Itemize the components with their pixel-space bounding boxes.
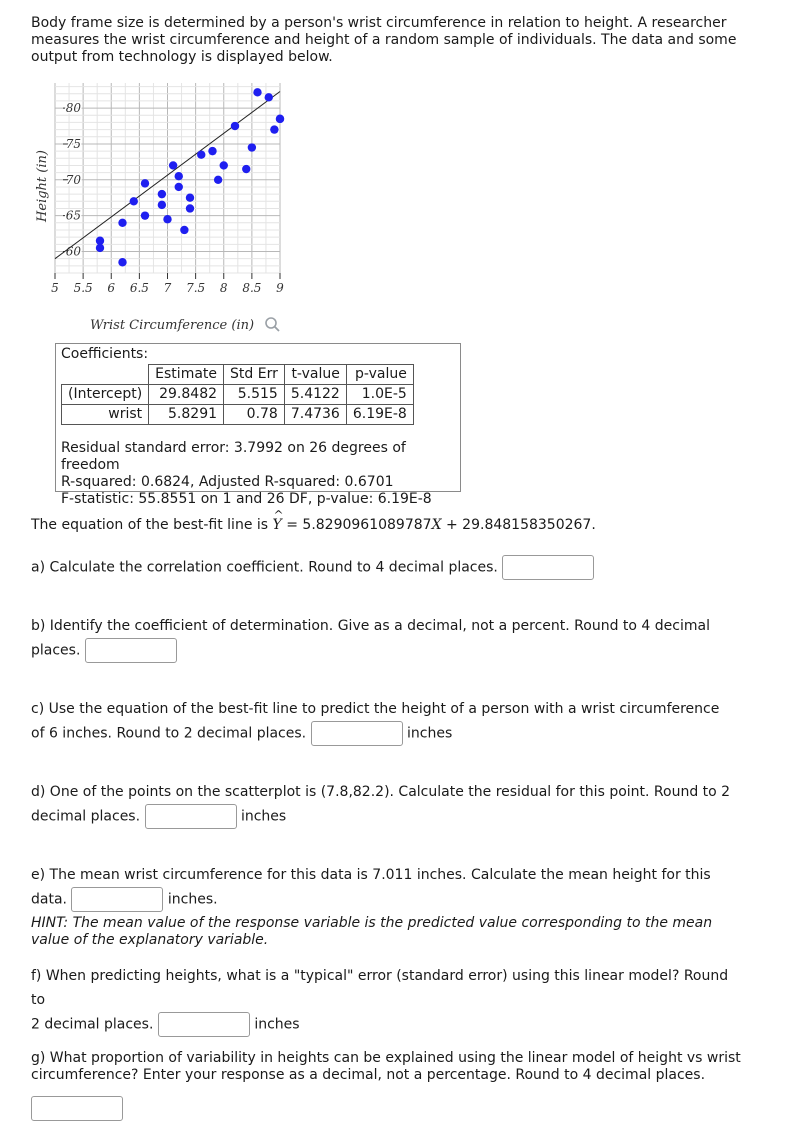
data-point [118, 258, 126, 266]
cell-p-value: 1.0E-5 [346, 385, 413, 405]
question-c-text-2: of 6 inches. Round to 2 decimal places. [31, 725, 307, 742]
question-f-text-2: 2 decimal places. [31, 1016, 154, 1033]
data-point [118, 219, 126, 227]
answer-e-input[interactable] [71, 887, 163, 912]
answer-f-input[interactable] [158, 1012, 250, 1037]
magnifier-icon[interactable] [266, 318, 279, 331]
x-tick-label: 6.5 [129, 281, 149, 295]
data-point [175, 172, 183, 180]
question-g [31, 1050, 741, 1121]
cell-t-value: 5.4122 [284, 385, 346, 405]
question-a [31, 555, 741, 580]
scatterplot [30, 78, 300, 338]
question-d-text-1: d) One of the points on the scatterplot is (7.8,82.2). Calculate the residual for this point. Round to 2 [31, 784, 731, 800]
question-b-text-1: b) Identify the coefficient of determination. Give as a decimal, not a percent. Round to 4 decimal [31, 618, 710, 634]
answer-a-input[interactable] [502, 555, 594, 580]
row-name: (Intercept) [62, 385, 149, 405]
table-row [62, 405, 414, 425]
question-a-text: a) Calculate the correlation coefficient. Round to 4 decimal places. [31, 559, 498, 576]
unit-label: inches [254, 1016, 300, 1033]
x-symbol: X [431, 517, 442, 533]
question-c-text-1: c) Use the equation of the best-fit line to predict the height of a person with a wrist circumference [31, 701, 720, 717]
residual-summary [61, 440, 460, 508]
y-symbol: Y [272, 517, 282, 533]
data-point [242, 165, 250, 173]
question-e-text-2: data. [31, 891, 67, 908]
data-point [265, 93, 273, 101]
y-axis-label: Height (in) [35, 150, 50, 222]
data-point [197, 150, 205, 158]
question-d-text-2: decimal places. [31, 808, 141, 825]
equation-slope: = 5.8290961089787 [281, 517, 432, 533]
data-point [169, 161, 177, 169]
x-axis-label: Wrist Circumference (in) [90, 318, 255, 333]
unit-label: inches. [167, 891, 218, 908]
table-row [62, 385, 414, 405]
r-squared-line: R-squared: 0.6824, Adjusted R-squared: 0.6701 [61, 474, 394, 490]
data-point [186, 194, 194, 202]
x-tick-label: 7 [163, 281, 172, 295]
question-d [31, 780, 741, 829]
question-f [31, 964, 741, 1037]
coefficients-title: Coefficients: [61, 346, 149, 362]
table-corner [62, 365, 149, 385]
x-tick-label: 8.5 [242, 281, 262, 295]
y-tick-label: 65 [65, 208, 81, 223]
data-point [214, 176, 222, 184]
x-tick-label: 9 [276, 281, 284, 295]
data-point [175, 183, 183, 191]
data-point [208, 147, 216, 155]
question-f-text-1: f) When predicting heights, what is a "typical" error (standard error) using this linear model? Round to [31, 968, 729, 1008]
equation-intercept: + 29.848158350267. [441, 517, 596, 533]
question-b [31, 614, 741, 663]
unit-label: inches [240, 808, 287, 825]
cell-t-value: 7.4736 [284, 405, 346, 425]
x-tick-label: 5 [51, 281, 59, 295]
table-header-row [62, 365, 414, 385]
data-point [276, 115, 284, 123]
hint-text: HINT: The mean value of the response variable is the predicted value corresponding to the mean value of the explanatory variable. [31, 915, 713, 948]
cell-std-err: 5.515 [224, 385, 285, 405]
cell-estimate: 5.8291 [149, 405, 224, 425]
f-statistic-line: F-statistic: 55.8551 on 1 and 26 DF, p-value: 6.19E-8 [61, 491, 432, 507]
data-point [270, 125, 278, 133]
intro-text: Body frame size is determined by a person's wrist circumference in relation to height. A researcher measures the wrist circumference and height of a random sample of individuals. The data and some output from technology is displayed below. [31, 15, 737, 65]
regression-output [55, 343, 461, 507]
header-std-err: Std Err [224, 365, 285, 385]
cell-estimate: 29.8482 [149, 385, 224, 405]
x-tick-label: 5.5 [73, 281, 93, 295]
data-point [248, 143, 256, 151]
x-tick-label: 7.5 [186, 281, 206, 295]
row-name: wrist [62, 405, 149, 425]
answer-b-input[interactable] [85, 638, 177, 663]
question-c [31, 697, 741, 746]
data-point [130, 197, 138, 205]
data-point [141, 179, 149, 187]
data-point [158, 201, 166, 209]
x-tick-label: 8 [219, 281, 228, 295]
question-g-text: g) What proportion of variability in heights can be explained using the linear model of height vs wrist circumference? Enter your response as a decimal, not a percentage. Round to 4 decimal places. [31, 1050, 741, 1083]
data-point [253, 88, 261, 96]
header-estimate: Estimate [149, 365, 224, 385]
unit-label: inches [407, 725, 453, 742]
data-point [96, 244, 104, 252]
data-point [96, 237, 104, 245]
data-point [231, 122, 239, 130]
y-tick-label: 70 [65, 172, 81, 187]
question-e-text-1: e) The mean wrist circumference for this data is 7.011 inches. Calculate the mean height for this [31, 867, 711, 883]
coefficients-table [61, 364, 414, 425]
y-tick-label: 80 [65, 101, 81, 116]
data-point [180, 226, 188, 234]
equation-prefix: The equation of the best-fit line is [31, 517, 273, 533]
x-tick-label: 6 [107, 281, 116, 295]
header-p-value: p-value [346, 365, 413, 385]
question-e [31, 863, 741, 949]
y-hat-symbol [272, 508, 284, 537]
question-b-text-2: places. [31, 642, 81, 659]
answer-d-input[interactable] [145, 804, 237, 829]
cell-p-value: 6.19E-8 [346, 405, 413, 425]
data-point [163, 215, 171, 223]
equation-line [31, 508, 741, 537]
data-point [141, 211, 149, 219]
y-tick-label: 60 [65, 244, 81, 259]
data-point [186, 204, 194, 212]
cell-std-err: 0.78 [224, 405, 285, 425]
scatter-chart-svg [30, 78, 300, 338]
data-point [158, 190, 166, 198]
residual-line: Residual standard error: 3.7992 on 26 degrees of freedom [61, 440, 406, 473]
header-t-value: t-value [284, 365, 346, 385]
hat-mark: ^ [273, 508, 284, 522]
y-tick-label: 75 [65, 136, 81, 151]
answer-c-input[interactable] [311, 721, 403, 746]
answer-g-input[interactable] [31, 1096, 123, 1121]
data-point [220, 161, 228, 169]
